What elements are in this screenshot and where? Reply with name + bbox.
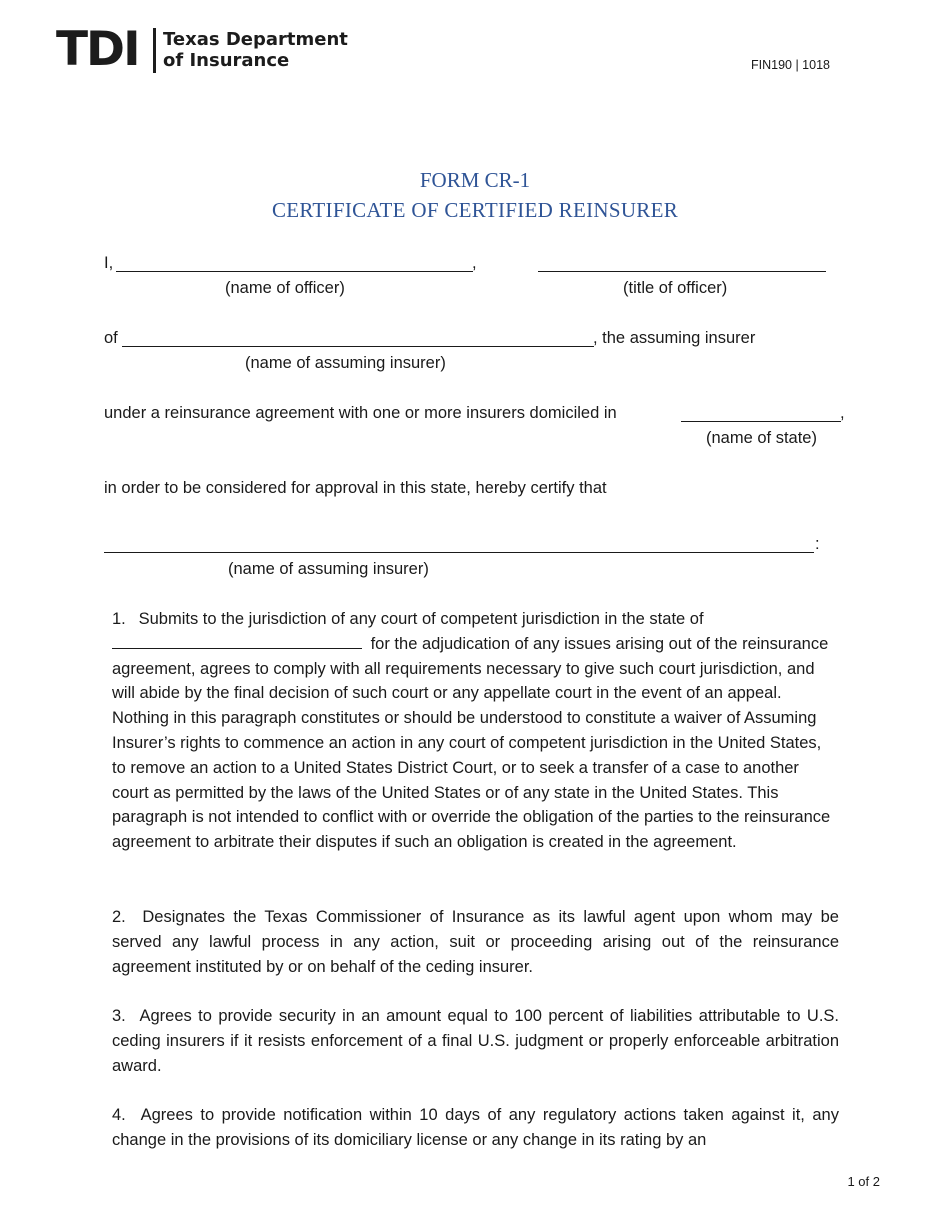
paragraph-4 xyxy=(112,1103,839,1153)
assuming-insurer-suffix: , the assuming insurer xyxy=(593,329,756,347)
title-of-officer-caption: (title of officer) xyxy=(623,279,728,297)
tdi-logo-mark: TDI xyxy=(56,22,139,77)
form-subtitle: CERTIFICATE OF CERTIFIED REINSURER xyxy=(271,198,679,222)
paragraph-3 xyxy=(112,1004,839,1078)
tdi-logo-text xyxy=(163,29,348,71)
officer-name-line[interactable] xyxy=(116,271,473,272)
paragraph-1-start: 1. Submits to the jurisdiction of any court of competent jurisdiction in the state of xyxy=(112,610,704,628)
page-number: 1 of 2 xyxy=(847,1174,880,1189)
comma-2: , xyxy=(840,404,845,422)
name-of-state-caption: (name of state) xyxy=(706,429,817,447)
i-prefix: I, xyxy=(104,254,114,272)
paragraph-2 xyxy=(112,905,839,979)
of-prefix: of xyxy=(104,329,118,347)
certify-text: in order to be considered for approval in this state, hereby certify that xyxy=(104,479,607,497)
paragraph-2-text: 2. Designates the Texas Commissioner of Insurance as its lawful agent upon whom may be served any lawful process in any action, suit or proceeding arising out of the reinsurance agreement instituted by or on behalf of the ceding insurer. xyxy=(112,908,839,976)
name-of-assuming-insurer-caption: (name of assuming insurer) xyxy=(245,354,446,372)
assuming-insurer-line[interactable] xyxy=(122,346,594,347)
assuming-insurer-line-2[interactable] xyxy=(104,552,814,553)
agreement-text: under a reinsurance agreement with one or more insurers domiciled in xyxy=(104,404,617,422)
logo-line-1: Texas Department xyxy=(163,29,348,50)
form-title: FORM CR-1 xyxy=(419,168,531,192)
form-code: FIN190 | 1018 xyxy=(751,58,830,72)
paragraph-1 xyxy=(112,607,839,855)
comma: , xyxy=(472,254,477,272)
state-line[interactable] xyxy=(681,421,841,422)
paragraph-1-rest: for the adjudication of any issues arising out of the reinsurance agreement, agrees to comply with all requirements necessary to give such court jurisdiction, and will abide by the final decision of such court or any appellate court in the event of an appeal. Nothing in this paragraph constitutes or should be understood to constitute a waiver of Assuming Insurer’s rights to commence an action in any court of competent jurisdiction in the United States, to remove an action to a United States District Court, or to seek a transfer of a case to another court as permitted by the laws of the United States or of any state in the United States. This paragraph is not intended to conflict with or override the obligation of the parties to the reinsurance agreement to arbitrate their disputes if such an obligation is created in the agreement. xyxy=(112,634,831,852)
name-of-officer-caption: (name of officer) xyxy=(225,279,345,297)
paragraph-4-text: 4. Agrees to provide notification within 10 days of any regulatory actions taken against it, any change in the provisions of its domiciliary license or any change in its rating by an xyxy=(112,1106,839,1149)
paragraph-3-text: 3. Agrees to provide security in an amount equal to 100 percent of liabilities attributable to U.S. ceding insurers if it resists enforcement of a final U.S. judgment or properly enforceable arbitration award. xyxy=(112,1007,839,1075)
officer-title-line[interactable] xyxy=(538,271,826,272)
logo-divider xyxy=(153,28,156,73)
colon: : xyxy=(815,535,820,553)
logo-line-2: of Insurance xyxy=(163,50,290,71)
jurisdiction-state-blank[interactable] xyxy=(112,634,362,649)
name-of-assuming-insurer-caption-2: (name of assuming insurer) xyxy=(228,560,429,578)
